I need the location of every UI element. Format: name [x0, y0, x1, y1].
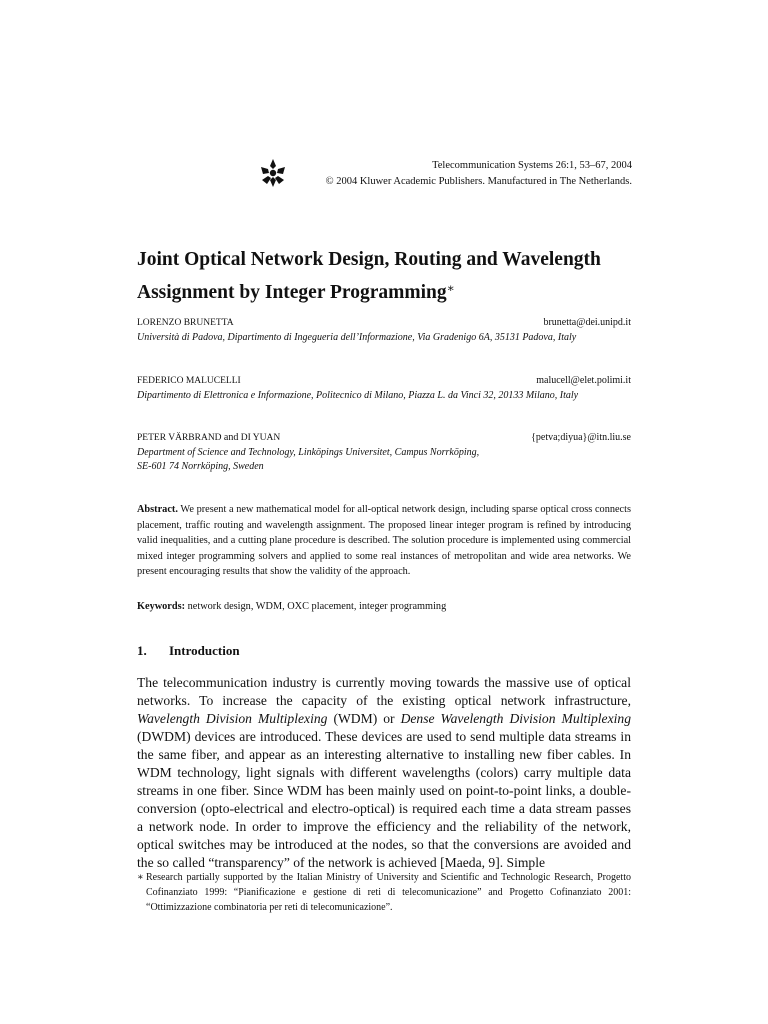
author-name: LORENZO BRUNETTA [137, 318, 234, 328]
body-text-run: (WDM) or [327, 711, 401, 726]
title-text: Joint Optical Network Design, Routing and Wavelength Assignment by Integer Programming [137, 249, 601, 303]
author-email: {petva;diyua}@itn.liu.se [531, 432, 631, 443]
author-affiliation-line: SE-601 74 Norrköping, Sweden [137, 461, 264, 473]
kluwer-logo-icon [260, 158, 286, 188]
body-paragraph [137, 674, 631, 872]
author-affiliation: Dipartimento di Elettronica e Informazione, Politecnico di Milano, Piazza L. da Vinci 32, 20133 Milano, Italy [137, 389, 579, 401]
body-text-run: (DWDM) devices are introduced. These devices are used to send multiple data streams in the same fiber, and appear as an interesting alternative to installing new fiber cables. In WDM technology, light signals with different wavelengths (colors) carry multiple data streams in one fiber. Since WDM has been mainly used on point-to-point links, a double-conversion (opto-electrical and electro-optical) is required each time a data stream passes a network node. In order to improve the efficiency and the reliability of the network, optical switches may be introduced at the nodes, so that the conversions are avoided and the so called “transparency” of the network is achieved [Maeda, 9]. Simple [137, 729, 631, 870]
section-number: 1. [137, 643, 147, 658]
section-title: Introduction [169, 643, 240, 658]
body-term-wdm: Wavelength Division Multiplexing [137, 711, 328, 726]
author-name-and: and [223, 432, 239, 443]
journal-citation: Telecommunication Systems 26:1, 53–67, 2004 [432, 160, 632, 171]
abstract [137, 502, 631, 580]
author-block [137, 316, 631, 345]
copyright-line: © 2004 Kluwer Academic Publishers. Manufactured in The Netherlands. [325, 176, 632, 187]
author-name [137, 431, 280, 446]
paper-title [137, 246, 631, 307]
author-affiliation: Università di Padova, Dipartimento di Ingegueria dell’Informazione, Via Gradenigo 6A, 35131 Padova, Italy [137, 331, 577, 343]
journal-header [260, 158, 632, 194]
author-block [137, 374, 631, 403]
keywords-label: Keywords: [137, 601, 186, 612]
footnote-text: Research partially supported by the Italian Ministry of University and Scientific and Technologic Research, Progetto Cofinanziato 1999: “Pianificazione e gestione di reti di telecomunicazione” and Progetto Cofinanziato 2001: “Ottimizzazione combinatoria per reti di telecomunicazione”. [146, 872, 631, 914]
author-name-part: PETER VÄRBRAND [137, 433, 222, 443]
abstract-label: Abstract. [137, 504, 178, 515]
section-heading [137, 643, 240, 659]
author-name: FEDERICO MALUCELLI [137, 376, 241, 386]
abstract-text: We present a new mathematical model for all-optical network design, including sparse optical cross connects placement, traffic routing and wavelength assignment. The proposed linear integer program is refined by introducing valid inequalities, and a cutting plane procedure is described. The solution procedure is implemented using commercial mixed integer programming solvers and applied to some real instances of metropolitan and wide area networks. We present encouraging results that show the validity of the approach. [137, 504, 631, 578]
title-footnote-mark: ∗ [446, 281, 455, 295]
footnote [137, 870, 631, 916]
author-affiliation-line: Department of Science and Technology, Linköpings Universitet, Campus Norrköping, [137, 446, 480, 458]
footnote-mark: ∗ [137, 872, 144, 883]
author-email: malucell@elet.polimi.it [536, 375, 631, 386]
body-term-dwdm: Dense Wavelength Division Multiplexing [400, 711, 631, 726]
author-email: brunetta@dei.unipd.it [543, 317, 631, 328]
author-name-part: DI YUAN [240, 433, 281, 443]
keywords-text: network design, WDM, OXC placement, integer programming [187, 601, 447, 612]
body-text-run: The telecommunication industry is currently moving towards the massive use of optical networks. To increase the capacity of the existing optical network infrastructure, [137, 675, 631, 708]
author-block [137, 431, 631, 475]
keywords [137, 599, 631, 614]
